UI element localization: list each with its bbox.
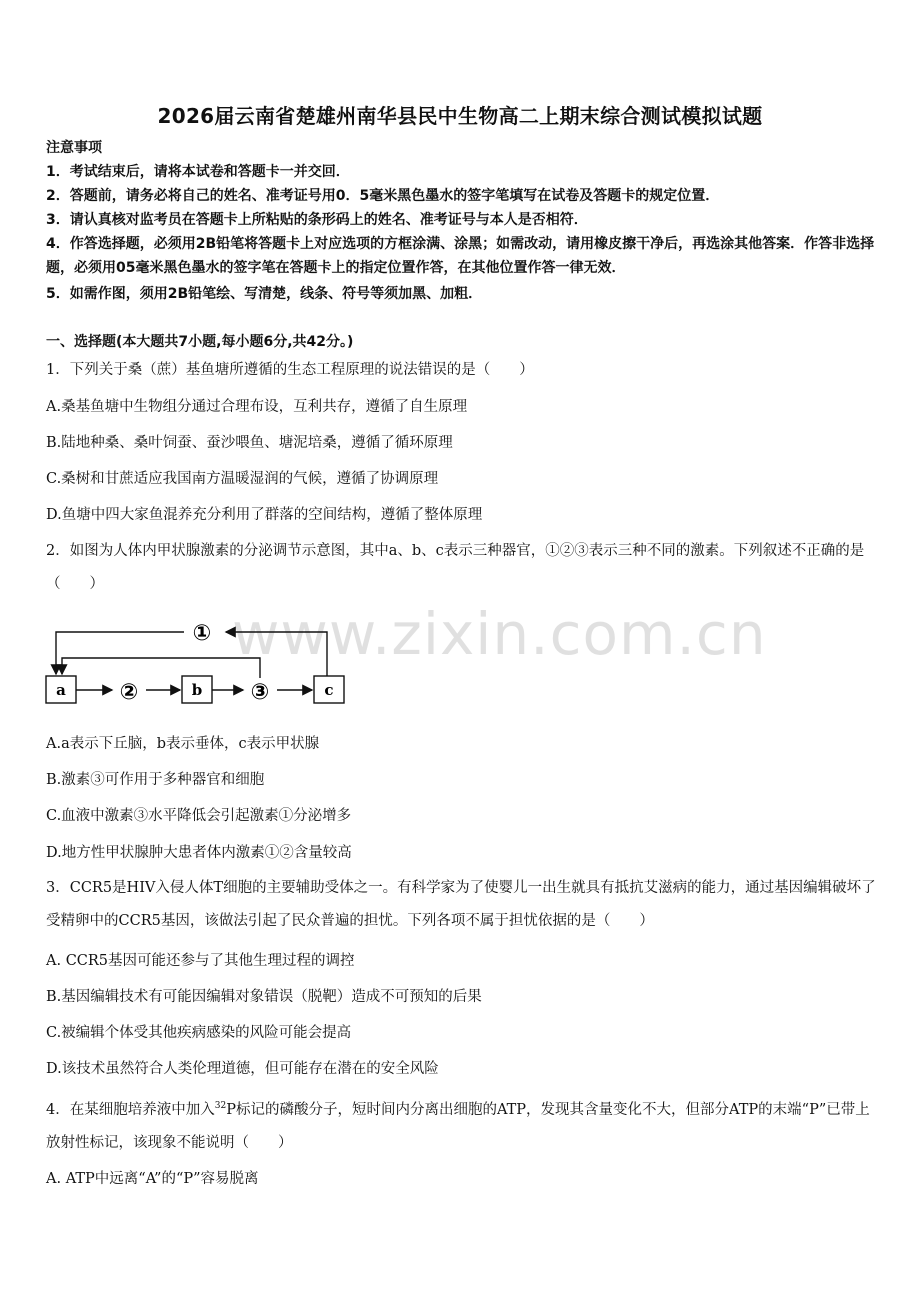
notice-item: 1．考试结束后，请将本试卷和答题卡一并交回． [46, 164, 350, 180]
question-2-option-d: D.地方性甲状腺肿大患者体内激素①②含量较高 [46, 845, 352, 861]
notice-item: 2．答题前，请务必将自己的姓名、准考证号用0．5毫米黑色墨水的签字笔填写在试卷及答题卡的规定位置． [46, 188, 720, 204]
question-3-option-a: A. CCR5基因可能还参与了其他生理过程的调控 [46, 953, 355, 969]
question-3-option-d: D.该技术虽然符合人类伦理道德，但可能存在潜在的安全风险 [46, 1061, 439, 1077]
page-title: 2026届云南省楚雄州南华县民中生物高二上期末综合测试模拟试题 [157, 104, 763, 128]
box-c-label: c [324, 681, 334, 699]
feedback-line-3-to-a [62, 658, 260, 678]
question-1-option-d: D.鱼塘中四大家鱼混养充分利用了群落的空间结构，遵循了整体原理 [46, 507, 483, 523]
question-1-option-a: A.桑基鱼塘中生物组分通过合理布设，互利共存，遵循了自生原理 [46, 399, 468, 415]
question-2-option-a: A.a表示下丘脑，b表示垂体，c表示甲状腺 [46, 736, 320, 752]
box-a-label: a [56, 681, 66, 699]
question-4-option-a: A. ATP中远离“A”的“P”容易脱离 [46, 1171, 259, 1187]
box-b-label: b [191, 681, 203, 699]
question-4-stem-post: P标记的磷酸分子，短时间内分离出细胞的ATP，发现其含量变化不大，但部分ATP的末端“P”已带上放射性标记，该现象不能说明（ ） [46, 1101, 870, 1151]
regulation-diagram [40, 612, 360, 712]
hormone-2-label: ② [119, 680, 139, 705]
question-4-stem-pre: 4．在某细胞培养液中加入 [46, 1101, 215, 1118]
hormone-1-label: ① [192, 621, 212, 646]
question-1-option-c: C.桑树和甘蔗适应我国南方温暖湿润的气候，遵循了协调原理 [46, 471, 439, 487]
question-1-stem: 1．下列关于桑（蔗）基鱼塘所遵循的生态工程原理的说法错误的是（ ） [46, 362, 534, 378]
section-heading: 一、选择题(本大题共7小题,每小题6分,共42分。) [46, 334, 354, 350]
hormone-3-label: ③ [250, 680, 270, 705]
watermark: www.zixin.com.cn [232, 600, 767, 668]
question-4-stem [46, 1090, 881, 1160]
notice-item: 3．请认真核对监考员在答题卡上所粘贴的条形码上的姓名、准考证号与本人是否相符． [46, 212, 588, 228]
question-3-option-b: B.基因编辑技术有可能因编辑对象错误（脱靶）造成不可预知的后果 [46, 989, 482, 1005]
notice-item: 4．作答选择题，必须用2B铅笔将答题卡上对应选项的方框涂满、涂黑；如需改动，请用橡皮擦干净后，再选涂其他答案．作答非选择题，必须用05毫米黑色墨水的签字笔在答题卡上的指定位置作答，在其他位置作答一律无效． [46, 236, 875, 276]
notice-heading: 注意事项 [46, 140, 102, 156]
question-3-stem: 3．CCR5是HIV入侵人体T细胞的主要辅助受体之一。有科学家为了使婴儿一出生就具有抵抗艾滋病的能力，通过基因编辑破坏了受精卵中的CCR5基因，该做法引起了民众普遍的担忧。下列各项不属于担忧依据的是（ ） [46, 880, 876, 929]
question-2-option-b: B.激素③可作用于多种器官和细胞 [46, 772, 265, 788]
isotope-superscript: 32 [214, 1101, 227, 1111]
notice-item: 5．如需作图，须用2B铅笔绘、写清楚，线条、符号等须加黑、加粗． [46, 286, 483, 302]
question-1-option-b: B.陆地种桑、桑叶饲蚕、蚕沙喂鱼、塘泥培桑，遵循了循环原理 [46, 435, 453, 451]
feedback-line-1-to-a [56, 632, 184, 674]
question-2-stem: 2．如图为人体内甲状腺激素的分泌调节示意图，其中a、b、c表示三种器官，①②③表示三种不同的激素。下列叙述不正确的是（ ） [46, 543, 865, 592]
question-2-option-c: C.血液中激素③水平降低会引起激素①分泌增多 [46, 808, 352, 824]
question-3-option-c: C.被编辑个体受其他疾病感染的风险可能会提高 [46, 1025, 352, 1041]
feedback-line-c-to-1 [226, 632, 327, 678]
